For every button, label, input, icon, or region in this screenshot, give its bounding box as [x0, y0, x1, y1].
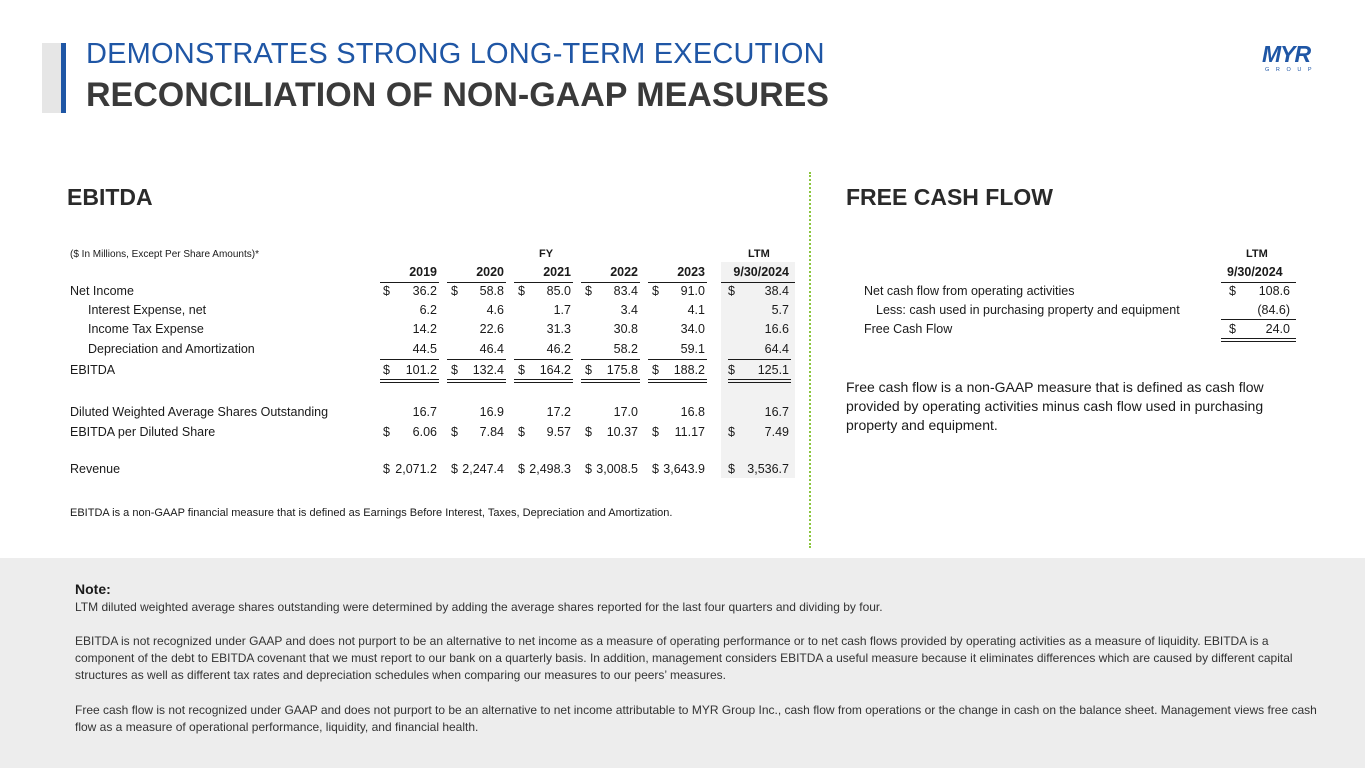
total-double-underline	[380, 379, 439, 383]
dollar-sign: $	[652, 284, 659, 298]
ltm-cell: 5.7	[771, 303, 789, 317]
table-cell: 132.4	[472, 363, 504, 377]
dollar-sign: $	[1229, 322, 1236, 336]
units-label: ($ In Millions, Except Per Share Amounts)*	[70, 249, 259, 260]
table-cell: 58.2	[613, 342, 638, 356]
dollar-sign: $	[652, 462, 659, 476]
year-header-underline	[648, 282, 707, 283]
subtotal-underline	[447, 359, 506, 360]
table-cell: 4.1	[687, 303, 705, 317]
total-double-underline	[514, 379, 573, 383]
dollar-sign: $	[585, 284, 592, 298]
row-label: Diluted Weighted Average Shares Outstanding	[70, 405, 329, 419]
fy-header: FY	[539, 248, 554, 260]
table-cell: 83.4	[613, 284, 638, 298]
table-cell: 164.2	[539, 363, 571, 377]
table-cell: 7.84	[479, 425, 504, 439]
fcf-section-title: FREE CASH FLOW	[846, 184, 1053, 210]
subtotal-underline	[648, 359, 707, 360]
dollar-sign: $	[383, 363, 390, 377]
subtotal-underline	[728, 359, 791, 360]
dollar-sign: $	[518, 425, 525, 439]
year-header-underline	[514, 282, 573, 283]
fcf-row-label: Net cash flow from operating activities	[864, 284, 1075, 298]
year-header: 2020	[476, 265, 504, 279]
table-cell: 3.4	[620, 303, 638, 317]
table-cell: 175.8	[606, 363, 638, 377]
table-cell: 58.8	[479, 284, 504, 298]
row-label: Depreciation and Amortization	[88, 342, 255, 356]
table-cell: 16.8	[680, 405, 705, 419]
dollar-sign: $	[383, 462, 390, 476]
dollar-sign: $	[728, 462, 735, 476]
dollar-sign: $	[1229, 284, 1236, 298]
row-label: EBITDA	[70, 363, 116, 377]
table-cell: 91.0	[680, 284, 705, 298]
table-cell: 22.6	[479, 322, 504, 336]
dollar-sign: $	[585, 462, 592, 476]
myr-group-logo	[1262, 42, 1324, 74]
dollar-sign: $	[383, 284, 390, 298]
ltm-cell: 16.7	[764, 405, 789, 419]
dollar-sign: $	[728, 425, 735, 439]
fcf-cell: 24.0	[1265, 322, 1290, 336]
logo-word: MYR	[1262, 41, 1311, 67]
subtotal-underline	[514, 359, 573, 360]
header-accent-bar	[42, 43, 61, 113]
total-double-underline	[648, 379, 707, 383]
table-cell: 36.2	[412, 284, 437, 298]
table-cell: 10.37	[606, 425, 638, 439]
total-double-underline	[728, 379, 791, 383]
year-header-underline	[380, 282, 439, 283]
note-paragraph-ebitda: EBITDA is not recognized under GAAP and does not purport to be an alternative to net income as a measure of operating performance or to net cash flows provided by operating activities as a measure of liquidity. EBITDA is a component of the debt to EBITDA covenant that we must report to our bank on a quarterly basis. In addition, management considers EBITDA a useful measure because it eliminates differences which are caused by different capital structures as well as different tax rates and depreciation schedules when comparing our measures to our peers’ measures.	[75, 634, 1293, 682]
table-cell: 30.8	[613, 322, 638, 336]
fcf-subtotal-underline	[1221, 319, 1296, 320]
fcf-cell: (84.6)	[1257, 303, 1290, 317]
ltm-cell: 38.4	[764, 284, 789, 298]
subtotal-underline	[581, 359, 640, 360]
note-paragraph-ltm: LTM diluted weighted average shares outstanding were determined by adding the average shares reported for the last four quarters and dividing by four.	[75, 600, 883, 614]
fcf-header-underline	[1221, 282, 1296, 283]
dollar-sign: $	[451, 462, 458, 476]
year-header: 2022	[610, 265, 638, 279]
ebitda-section-title: EBITDA	[67, 184, 153, 210]
ebitda-footnote: EBITDA is a non-GAAP financial measure that is defined as Earnings Before Interest, Taxes, Depreciation and Amortization.	[70, 507, 673, 519]
total-double-underline	[581, 379, 640, 383]
ltm-cell: 7.49	[764, 425, 789, 439]
table-cell: 101.2	[405, 363, 437, 377]
dollar-sign: $	[585, 425, 592, 439]
page-title: RECONCILIATION OF NON-GAAP MEASURES	[86, 76, 829, 114]
table-cell: 44.5	[412, 342, 437, 356]
table-cell: 3,643.9	[663, 462, 705, 476]
section-divider	[809, 172, 811, 548]
year-header-underline	[581, 282, 640, 283]
table-cell: 9.57	[546, 425, 571, 439]
note-title: Note:	[75, 581, 111, 597]
table-cell: 17.2	[546, 405, 571, 419]
dollar-sign: $	[518, 284, 525, 298]
table-cell: 31.3	[546, 322, 571, 336]
fcf-total-double-underline	[1221, 338, 1296, 342]
header-accent-line	[61, 43, 66, 113]
dollar-sign: $	[383, 425, 390, 439]
row-label: Revenue	[70, 462, 121, 476]
dollar-sign: $	[518, 363, 525, 377]
row-label: Net Income	[70, 284, 134, 298]
total-double-underline	[447, 379, 506, 383]
year-header: 2021	[543, 265, 571, 279]
dollar-sign: $	[451, 284, 458, 298]
page-subtitle: DEMONSTRATES STRONG LONG-TERM EXECUTION	[86, 38, 825, 70]
fcf-ltm-header: LTM	[1246, 248, 1268, 260]
year-header-underline	[447, 282, 506, 283]
year-header: 2019	[409, 265, 437, 279]
table-cell: 14.2	[412, 322, 437, 336]
row-label: Income Tax Expense	[88, 322, 204, 336]
table-cell: 85.0	[546, 284, 571, 298]
table-cell: 11.17	[674, 425, 705, 439]
dollar-sign: $	[728, 363, 735, 377]
ltm-cell: 64.4	[764, 342, 789, 356]
table-cell: 6.06	[412, 425, 437, 439]
fcf-ltm-date: 9/30/2024	[1227, 265, 1283, 279]
year-header: 2023	[677, 265, 705, 279]
table-cell: 1.7	[553, 303, 571, 317]
ltm-cell: 125.1	[757, 363, 789, 377]
fcf-row-label: Free Cash Flow	[864, 322, 953, 336]
fcf-description: Free cash flow is a non-GAAP measure that is defined as cash flow provided by operating activities minus cash flow used in purchasing property and equipment.	[846, 379, 1264, 433]
logo-sub: GROUP	[1265, 67, 1319, 73]
dollar-sign: $	[728, 284, 735, 298]
table-cell: 2,071.2	[395, 462, 437, 476]
table-cell: 46.2	[546, 342, 571, 356]
table-cell: 188.2	[673, 363, 705, 377]
table-cell: 17.0	[613, 405, 638, 419]
dollar-sign: $	[585, 363, 592, 377]
dollar-sign: $	[518, 462, 525, 476]
dollar-sign: $	[652, 425, 659, 439]
row-label: EBITDA per Diluted Share	[70, 425, 216, 439]
table-cell: 2,247.4	[462, 462, 504, 476]
note-paragraph-fcf: Free cash flow is not recognized under GAAP and does not purport to be an alternative to net income attributable to MYR Group Inc., cash flow from operations or the change in cash on the balance sheet. Management views free cash flow as a measure of operational performance, liquidity, and financial health.	[75, 703, 1317, 734]
row-label: Interest Expense, net	[88, 303, 207, 317]
ltm-cell: 3,536.7	[747, 462, 789, 476]
table-cell: 59.1	[680, 342, 705, 356]
fcf-row-label: Less: cash used in purchasing property and equipment	[876, 303, 1180, 317]
table-cell: 34.0	[680, 322, 705, 336]
subtotal-underline	[380, 359, 439, 360]
table-cell: 2,498.3	[529, 462, 571, 476]
table-cell: 6.2	[419, 303, 437, 317]
table-cell: 4.6	[486, 303, 504, 317]
table-cell: 16.9	[479, 405, 504, 419]
ebitda-ltm-date: 9/30/2024	[733, 265, 789, 279]
table-cell: 46.4	[479, 342, 504, 356]
ltm-cell: 16.6	[764, 322, 789, 336]
ltm-header-underline	[721, 282, 795, 283]
table-cell: 16.7	[412, 405, 437, 419]
dollar-sign: $	[652, 363, 659, 377]
table-cell: 3,008.5	[596, 462, 638, 476]
dollar-sign: $	[451, 363, 458, 377]
dollar-sign: $	[451, 425, 458, 439]
ebitda-ltm-header: LTM	[748, 248, 770, 260]
fcf-cell: 108.6	[1258, 284, 1290, 298]
